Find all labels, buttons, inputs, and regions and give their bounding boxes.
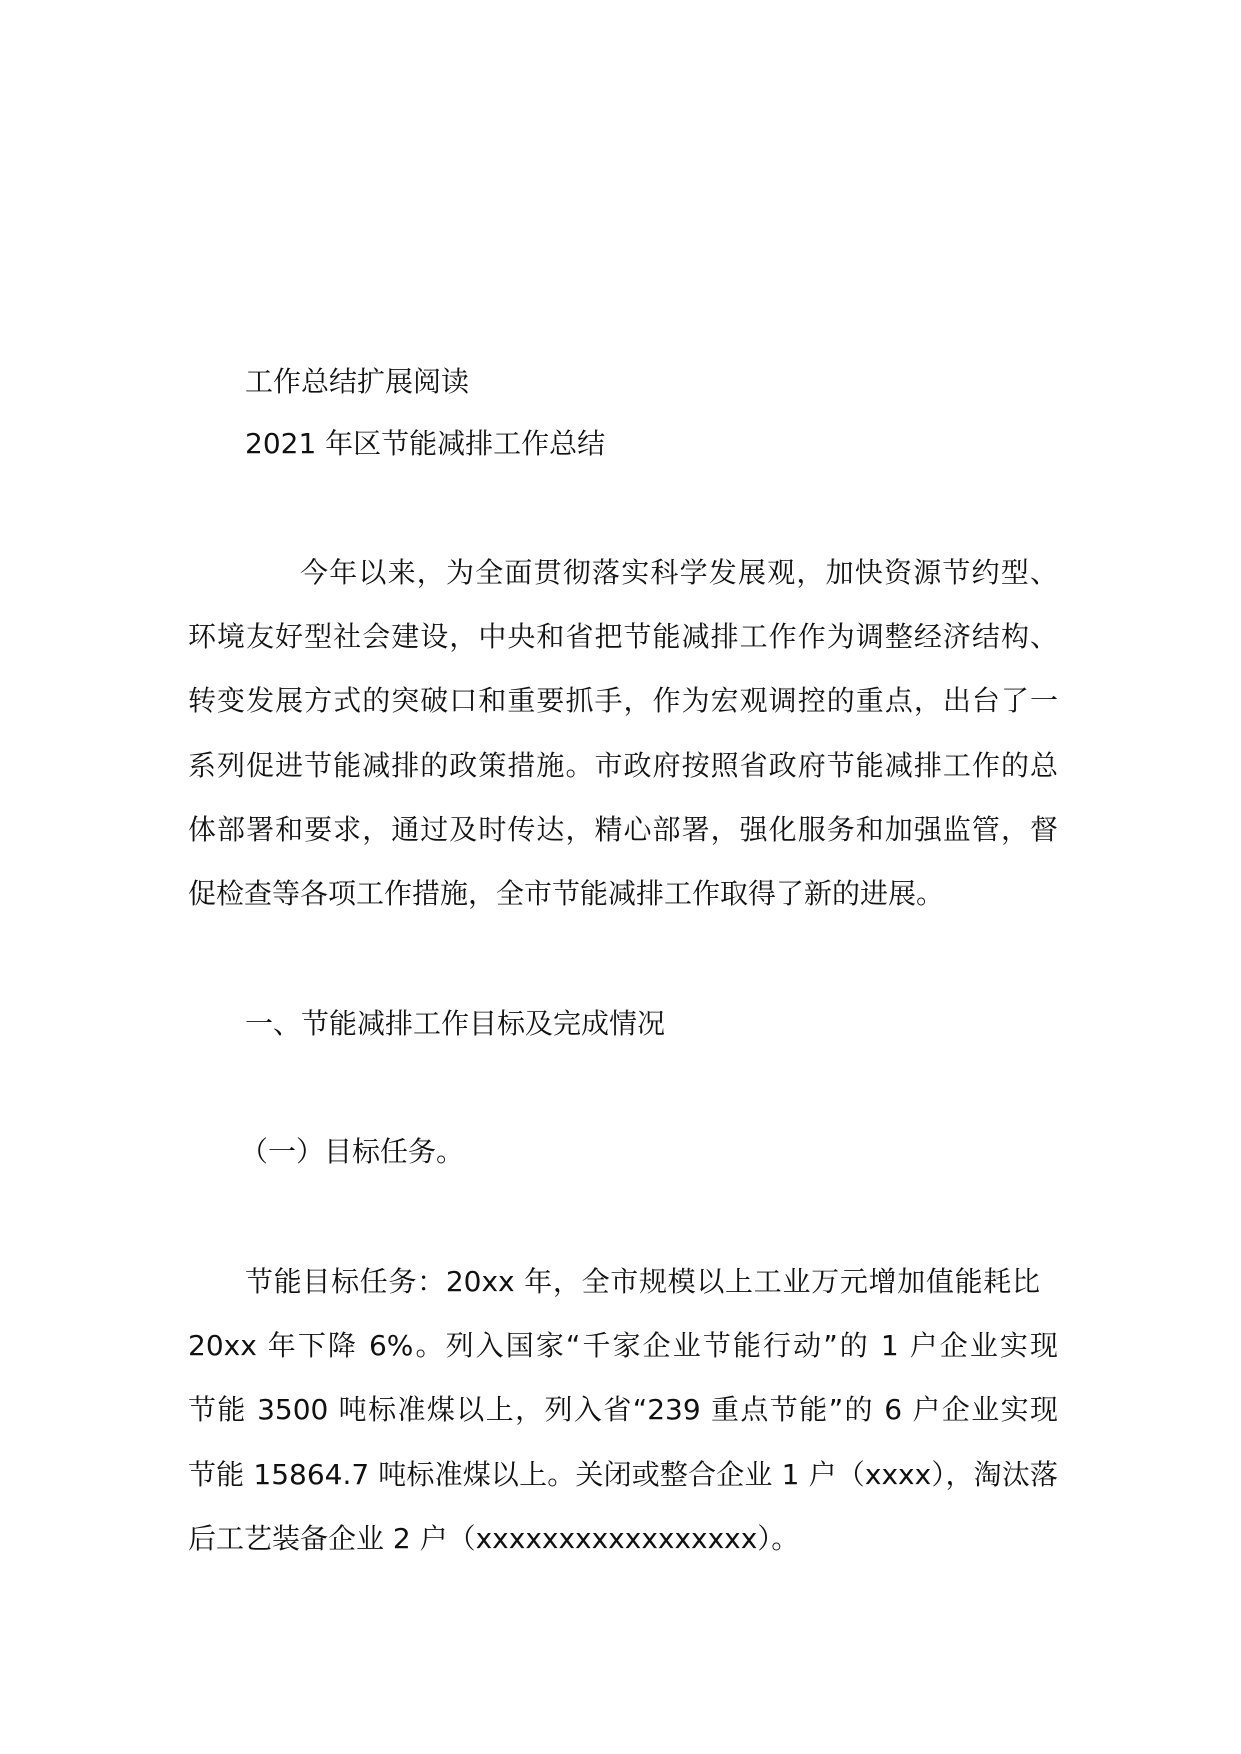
intro-line-3: 转变发展方式的突破口和重要抓手，作为宏观调控的重点，出台了一 <box>188 684 1058 717</box>
intro-line-5: 体部署和要求，通过及时传达，精心部署，强化服务和加强监管，督 <box>188 813 1058 846</box>
intro-line-2: 环境友好型社会建设，中央和省把节能减排工作作为调整经济结构、 <box>188 620 1058 653</box>
subsection-heading: （一）目标任务。 <box>240 1135 465 1168</box>
intro-line-6: 促检查等各项工作措施，全市节能减排工作取得了新的进展。 <box>188 877 945 910</box>
target-line-4: 节能 15864.7 吨标准煤以上。关闭或整合企业 1 户（xxxx），淘汰落 <box>188 1458 1058 1491</box>
target-line-2: 20xx 年下降 6%。列入国家“千家企业节能行动”的 1 户企业实现 <box>188 1329 1058 1362</box>
document-title: 2021 年区节能减排工作总结 <box>245 427 606 460</box>
intro-line-1: 今年以来，为全面贯彻落实科学发展观，加快资源节约型、 <box>300 556 1058 589</box>
document-label: 工作总结扩展阅读 <box>245 365 470 398</box>
target-line-1: 节能目标任务：20xx 年，全市规模以上工业万元增加值能耗比 <box>245 1265 1040 1298</box>
target-line-3: 节能 3500 吨标准煤以上，列入省“239 重点节能”的 6 户企业实现 <box>188 1393 1058 1426</box>
section-heading: 一、节能减排工作目标及完成情况 <box>245 1007 666 1040</box>
intro-line-4: 系列促进节能减排的政策措施。市政府按照省政府节能减排工作的总 <box>188 749 1058 782</box>
target-line-5: 后工艺装备企业 2 户（xxxxxxxxxxxxxxxxx）。 <box>188 1522 800 1555</box>
